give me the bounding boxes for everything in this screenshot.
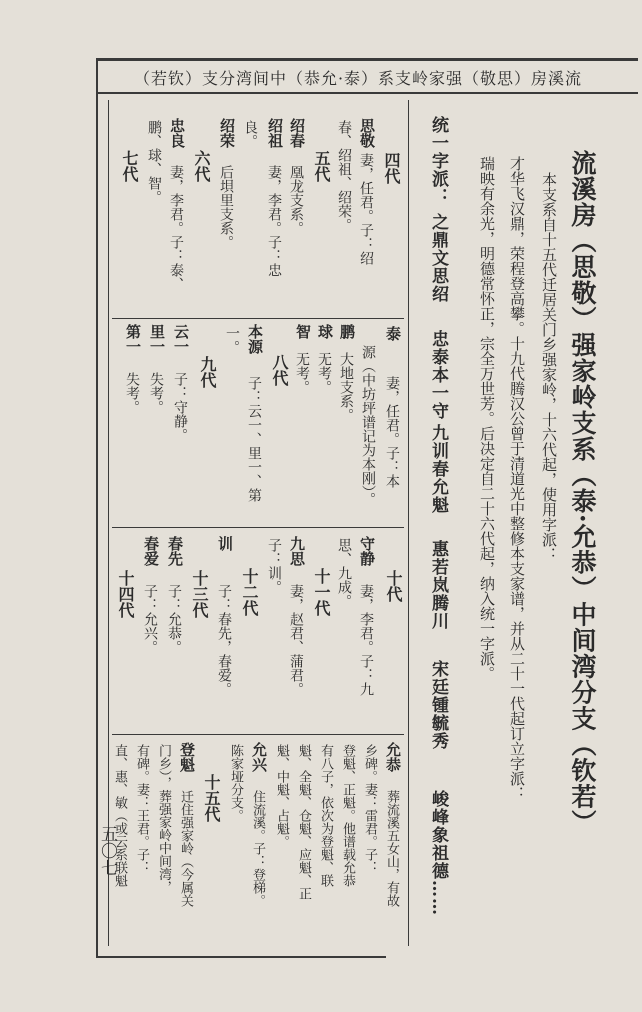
person-tai: 泰 xyxy=(384,326,402,341)
person-benyuan: 本源 xyxy=(246,324,264,354)
shaozu-note-1: 妻，李君。子：忠 xyxy=(266,165,282,277)
top-border-thick xyxy=(96,58,638,61)
unified-col-5: 宋廷锺毓秀 xyxy=(428,660,448,750)
yunxing-note-2: 陈家垭分支。 xyxy=(228,744,243,822)
person-shoujing: 守静 xyxy=(358,536,376,566)
gen-9: 九代 xyxy=(198,356,217,388)
top-border-thin xyxy=(96,92,638,94)
liyi-note: 失考。 xyxy=(148,372,164,414)
shaorong-note: 后垻里支系。 xyxy=(218,165,234,249)
person-yungong: 允恭 xyxy=(384,742,402,772)
person-diyi: 第一 xyxy=(124,324,142,354)
gen-5: 五代 xyxy=(312,150,331,182)
person-dengkui: 登魁 xyxy=(178,742,196,772)
chunxian-note: 子：允恭。 xyxy=(166,584,182,654)
unified-col-4: 惠若岚腾川 xyxy=(428,540,448,630)
person-zhi: 智 xyxy=(294,324,312,339)
zhi-note: 无考。 xyxy=(294,352,310,394)
dengkui-note-1: 迁住强家岭（今属关 xyxy=(178,790,193,907)
person-liyi: 里一 xyxy=(148,324,166,354)
sijing-note-1: 妻，任君。子：绍 xyxy=(358,153,374,265)
unified-label: 统一字派： xyxy=(428,116,448,206)
benyuan-note-2: 一。 xyxy=(224,326,240,354)
yungong-note-2: 乡碑。妻：雷君。子： xyxy=(362,744,377,874)
gen-11: 十一代 xyxy=(312,568,331,616)
zhongliang-note-1: 妻，李君。子：泰、 xyxy=(168,165,184,291)
yunxing-note-1: 住流溪。子：登梯。 xyxy=(250,790,265,907)
person-yunxing: 允兴 xyxy=(250,742,268,772)
unified-col-1: 之鼎文思绍 xyxy=(428,213,448,303)
peng-note: 大地支系。 xyxy=(338,352,354,422)
jiusi-note-2: 子：训。 xyxy=(266,538,282,594)
gen-13: 十三代 xyxy=(190,570,209,618)
dengkui-note-2: 门乡），葬强家岭中间湾， xyxy=(156,744,171,894)
person-sijing: 思敬 xyxy=(358,118,376,148)
zhongliang-note-2: 鹏、球、智。 xyxy=(146,120,162,204)
person-chunai: 春爱 xyxy=(142,536,160,566)
gen-12: 十二代 xyxy=(240,568,259,616)
intro-line-3: 瑞映有余光，明德常怀正，宗全万世芳。后决定自二十六代起，纳入统一字派。 xyxy=(478,156,496,681)
column-divider-right xyxy=(408,100,409,946)
diyi-note: 失考。 xyxy=(124,372,140,414)
benyuan-note-1: 子：云一、里一、第 xyxy=(246,376,262,502)
person-xun: 训 xyxy=(216,536,234,551)
yungong-note-5: 魁、全魁、仓魁、应魁、正 xyxy=(296,744,311,900)
row-divider-1 xyxy=(112,318,404,319)
dengkui-note-4: 直、惠、敏（或云系联魁 xyxy=(112,744,127,887)
yungong-note-6: 魁、中魁、占魁。 xyxy=(274,744,289,848)
left-border xyxy=(96,58,98,958)
page-title: 流溪房（思敬）强家岭支系（泰·允恭）中间湾分支（钦若） xyxy=(568,150,597,836)
jiusi-note-1: 妻，赵君、蒲君。 xyxy=(288,584,304,696)
gen-6: 六代 xyxy=(192,150,211,182)
column-divider-left xyxy=(108,100,109,946)
person-yunyi: 云一 xyxy=(172,324,190,354)
yunyi-note: 子：守静。 xyxy=(172,372,188,442)
dengkui-note-3: 有碑。妻：王君。子： xyxy=(134,744,149,874)
shoujing-note-2: 思、九成。 xyxy=(336,538,352,608)
person-jiusi: 九思 xyxy=(288,536,306,566)
person-peng: 鹏 xyxy=(338,324,356,339)
unified-col-3: 九训春允魁 xyxy=(428,424,448,514)
person-shaorong: 绍荣 xyxy=(218,118,236,148)
tai-note-1: 妻，任君。子：本 xyxy=(384,376,400,488)
page-number: 五〇七 xyxy=(97,825,117,876)
yungong-note-1: 葬流溪五女山，有故 xyxy=(384,790,399,907)
intro-line-2: 才华飞汉鼎，荣程登高攀。十九代腾汉公曾于清道光中整修本支家谱，并从二十一代起订立字派： xyxy=(508,156,526,801)
sijing-note-2: 春、绍祖、绍荣。 xyxy=(336,120,352,232)
person-shaochun: 绍春 xyxy=(288,118,306,148)
person-chunxian: 春先 xyxy=(166,536,184,566)
shaozu-note-2: 良。 xyxy=(242,120,258,148)
gen-10: 十代 xyxy=(384,570,403,602)
xun-note: 子：春先，春爱。 xyxy=(216,584,232,696)
shaochun-note: 凰龙支系。 xyxy=(288,165,304,235)
gen-14: 十四代 xyxy=(116,570,135,618)
tai-note-2: 源（中坊坪谱记为本刚）。 xyxy=(360,345,376,506)
gen-7: 七代 xyxy=(120,150,139,182)
shoujing-note-1: 妻，李君。子：九 xyxy=(358,584,374,696)
person-zhongliang: 忠良 xyxy=(168,118,186,148)
bottom-border xyxy=(96,956,386,958)
gen-15: 十五代 xyxy=(202,774,221,822)
yungong-note-4: 有八子，依次为登魁、联 xyxy=(318,744,333,887)
gen-8: 八代 xyxy=(270,354,289,386)
unified-col-6: 峻峰象祖德…… xyxy=(428,790,448,916)
gen-4: 四代 xyxy=(382,152,401,184)
row-divider-2 xyxy=(112,527,404,528)
person-shaozu: 绍祖 xyxy=(266,118,284,148)
row-divider-3 xyxy=(112,734,404,735)
yungong-note-3: 登魁、正魁。他谱载允恭 xyxy=(340,744,355,887)
qiu-note: 无考。 xyxy=(316,352,332,394)
chunai-note: 子：允兴。 xyxy=(142,584,158,654)
intro-line-1: 本支系自十五代迁居关门乡强家岭，十六代起，使用字派： xyxy=(540,172,558,562)
running-header: （若钦）支分湾间中（恭允·泰）系支岭家强（敬思）房溪流 xyxy=(133,69,583,88)
unified-col-2: 忠泰本一守 xyxy=(428,330,448,420)
person-qiu: 球 xyxy=(316,324,334,339)
